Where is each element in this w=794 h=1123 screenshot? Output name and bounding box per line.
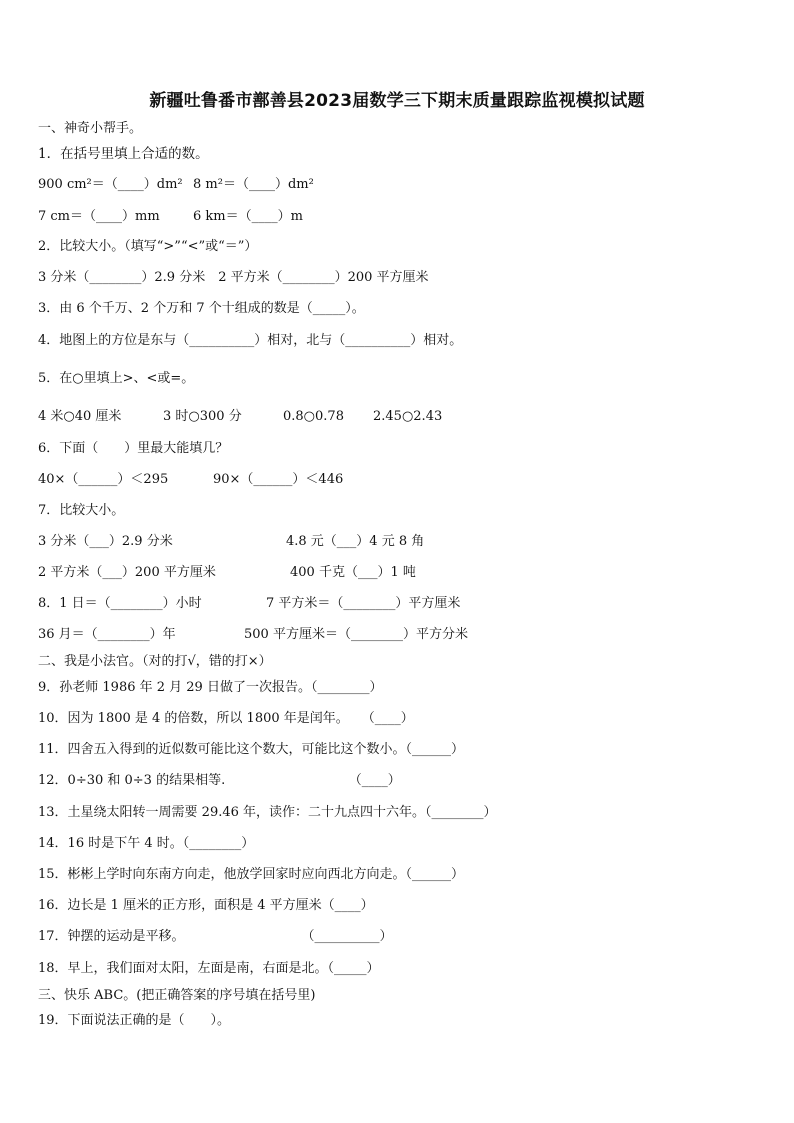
- judge-item: 9．孙老师 1986 年 2 月 29 日做了一次报告。（________）: [38, 680, 383, 695]
- q2-stem: 2．比较大小。（填写“>”“<”或“＝”）: [38, 239, 258, 254]
- q5-item: 3 时○300 分: [163, 409, 242, 424]
- q6-item: 90×（______）＜446: [213, 472, 344, 487]
- q6-item: 40×（______）＜295: [38, 472, 169, 487]
- judge-item: 16．边长是 1 厘米的正方形，面积是 4 平方厘米（____）: [38, 898, 374, 913]
- q4-stem: 4．地图上的方位是东与（__________）相对，北与（__________）相对。: [38, 333, 463, 348]
- q1-row1-a: 900 cm²＝（____）dm²: [38, 177, 183, 192]
- q8-item: 500 平方厘米＝（________）平方分米: [244, 627, 468, 642]
- section-1-heading: 一、神奇小帮手。: [38, 121, 143, 136]
- q7-item: 400 千克（___）1 吨: [290, 565, 416, 580]
- section-2-heading: 二、我是小法官。（对的打√，错的打×）: [38, 654, 272, 669]
- q3-stem: 3．由 6 个千万、2 个万和 7 个十组成的数是（_____）。: [38, 301, 365, 316]
- q1-row2-a: 7 cm＝（____）mm: [38, 209, 160, 224]
- judge-item: 14．16 时是下午 4 时。（________）: [38, 836, 255, 851]
- q2-row: 3 分米（________）2.9 分米 2 平方米（________）200 平方厘米: [38, 270, 429, 285]
- judge-item: 17．钟摆的运动是平移。 （__________）: [38, 929, 393, 944]
- q8-item: 8．1 日＝（________）小时: [38, 596, 202, 611]
- q5-stem: 5．在○里填上>、<或=。: [38, 371, 195, 386]
- q5-item: 4 米○40 厘米: [38, 409, 122, 424]
- page-title: 新疆吐鲁番市鄯善县2023届数学三下期末质量跟踪监视模拟试题: [149, 91, 645, 111]
- judge-item: 18．早上，我们面对太阳，左面是南，右面是北。（_____）: [38, 961, 380, 976]
- q1-row1-b: 8 m²＝（____）dm²: [193, 177, 314, 192]
- judge-item: 12．0÷30 和 0÷3 的结果相等. （____）: [38, 773, 401, 788]
- q7-item: 4.8 元（___）4 元 8 角: [286, 534, 425, 549]
- judge-item: 11．四舍五入得到的近似数可能比这个数大，可能比这个数小。（______）: [38, 742, 465, 757]
- q5-item: 0.8○0.78: [283, 409, 344, 424]
- q7-stem: 7．比较大小。: [38, 503, 125, 518]
- q8-item: 36 月＝（________）年: [38, 627, 176, 642]
- q7-item: 3 分米（___）2.9 分米: [38, 534, 173, 549]
- q1-row2-b: 6 km＝（____）m: [193, 209, 303, 224]
- q7-item: 2 平方米（___）200 平方厘米: [38, 565, 216, 580]
- judge-item: 13．土星绕太阳转一周需要 29.46 年，读作：二十九点四十六年。（________）: [38, 805, 497, 820]
- q8-item: 7 平方米＝（________）平方厘米: [266, 596, 461, 611]
- q5-item: 2.45○2.43: [373, 409, 443, 424]
- section-3-heading: 三、快乐 ABC。(把正确答案的序号填在括号里): [38, 988, 316, 1003]
- q1-stem: 1．在括号里填上合适的数。: [38, 146, 209, 162]
- q6-stem: 6．下面（ ）里最大能填几？: [38, 441, 229, 456]
- q19-stem: 19．下面说法正确的是（ ）。: [38, 1013, 231, 1028]
- judge-item: 15．彬彬上学时向东南方向走，他放学回家时应向西北方向走。（______）: [38, 867, 465, 882]
- judge-item: 10．因为 1800 是 4 的倍数，所以 1800 年是闰年。 （____）: [38, 711, 414, 726]
